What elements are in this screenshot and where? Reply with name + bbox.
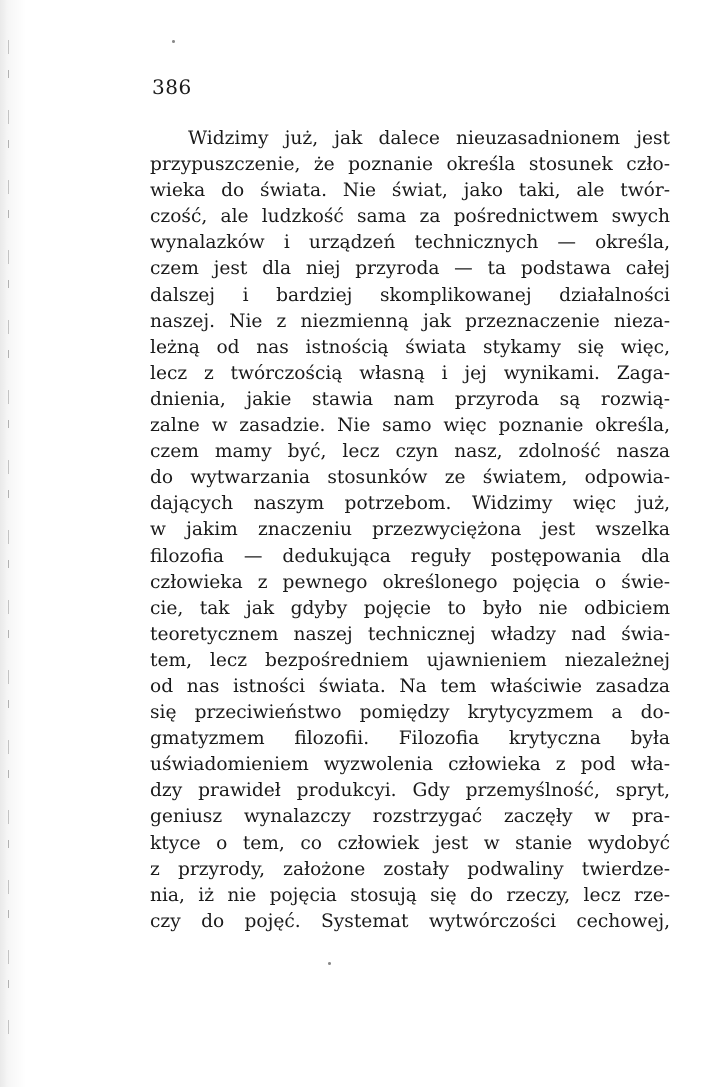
text-line: przypuszczenie, że poznanie określa stosunek czło- <box>150 154 670 176</box>
text-line: wynalazków i urządzeń technicznych — określa, <box>150 232 670 254</box>
text-line: geniusz wynalazczy rozstrzygać zaczęły w pra- <box>150 806 670 828</box>
text-line: uświadomieniem wyzwolenia człowieka z pod wła- <box>150 754 670 776</box>
text-line: dalszej i bardziej skomplikowanej działalności <box>150 284 670 306</box>
text-line: od nas istności świata. Na tem właściwie zasadza <box>150 675 670 697</box>
page-binding-edge <box>0 0 26 1087</box>
text-line: z przyrody, założone zostały podwaliny twierdze- <box>150 858 670 880</box>
text-line: do wytwarzania stosunków ze światem, odpowia- <box>150 467 670 489</box>
text-line: tem, lecz bezpośredniem ujawnieniem niezależnej <box>150 649 670 671</box>
body-text <box>150 126 670 935</box>
text-line: Widzimy już, jak dalece nieuzasadnionem jest <box>188 128 670 149</box>
text-line: leżną od nas istnością świata stykamy się więc, <box>150 336 670 358</box>
binding-shadow-line <box>8 40 9 1040</box>
text-line: nia, iż nie pojęcia stosują się do rzeczy, lecz rze- <box>150 884 670 906</box>
paper-speck <box>328 962 331 965</box>
text-line: zalne w zasadzie. Nie samo więc poznanie określa, <box>150 415 670 437</box>
text-line: dających naszym potrzebom. Widzimy więc już, <box>150 493 670 515</box>
page-number: 386 <box>152 75 192 99</box>
text-line: dzy prawideł produkcyi. Gdy przemyślność, spryt, <box>150 780 670 802</box>
text-line: w jakim znaczeniu przezwyciężona jest wszelka <box>150 519 670 541</box>
text-line: człowieka z pewnego określonego pojęcia o świe- <box>150 571 670 593</box>
text-line: naszej. Nie z niezmienną jak przeznaczenie nieza- <box>150 310 670 332</box>
text-line: czość, ale ludzkość sama za pośrednictwem swych <box>150 206 670 228</box>
paper-speck <box>172 40 175 43</box>
text-line: czem jest dla niej przyroda — ta podstawa całej <box>150 258 670 280</box>
text-line: wieka do świata. Nie świat, jako taki, ale twór- <box>150 180 670 202</box>
text-line: lecz z twórczością własną i jej wynikami. Zaga- <box>150 362 670 384</box>
text-line: ktyce o tem, co człowiek jest w stanie wydobyć <box>150 832 670 854</box>
text-line: gmatyzmem filozofii. Filozofia krytyczna była <box>150 728 670 750</box>
text-line: cie, tak jak gdyby pojęcie to było nie odbiciem <box>150 597 670 619</box>
text-line: się przeciwieństwo pomiędzy krytycyzmem a do- <box>150 702 670 724</box>
text-line: czem mamy być, lecz czyn nasz, zdolność nasza <box>150 441 670 463</box>
text-line: dnienia, jakie stawia nam przyroda są rozwią- <box>150 388 670 410</box>
text-line: teoretycznem naszej technicznej władzy nad świa- <box>150 623 670 645</box>
text-line: czy do pojęć. Systemat wytwórczości cechowej, <box>150 910 670 932</box>
text-line: filozofia — dedukująca reguły postępowania dla <box>150 545 670 567</box>
